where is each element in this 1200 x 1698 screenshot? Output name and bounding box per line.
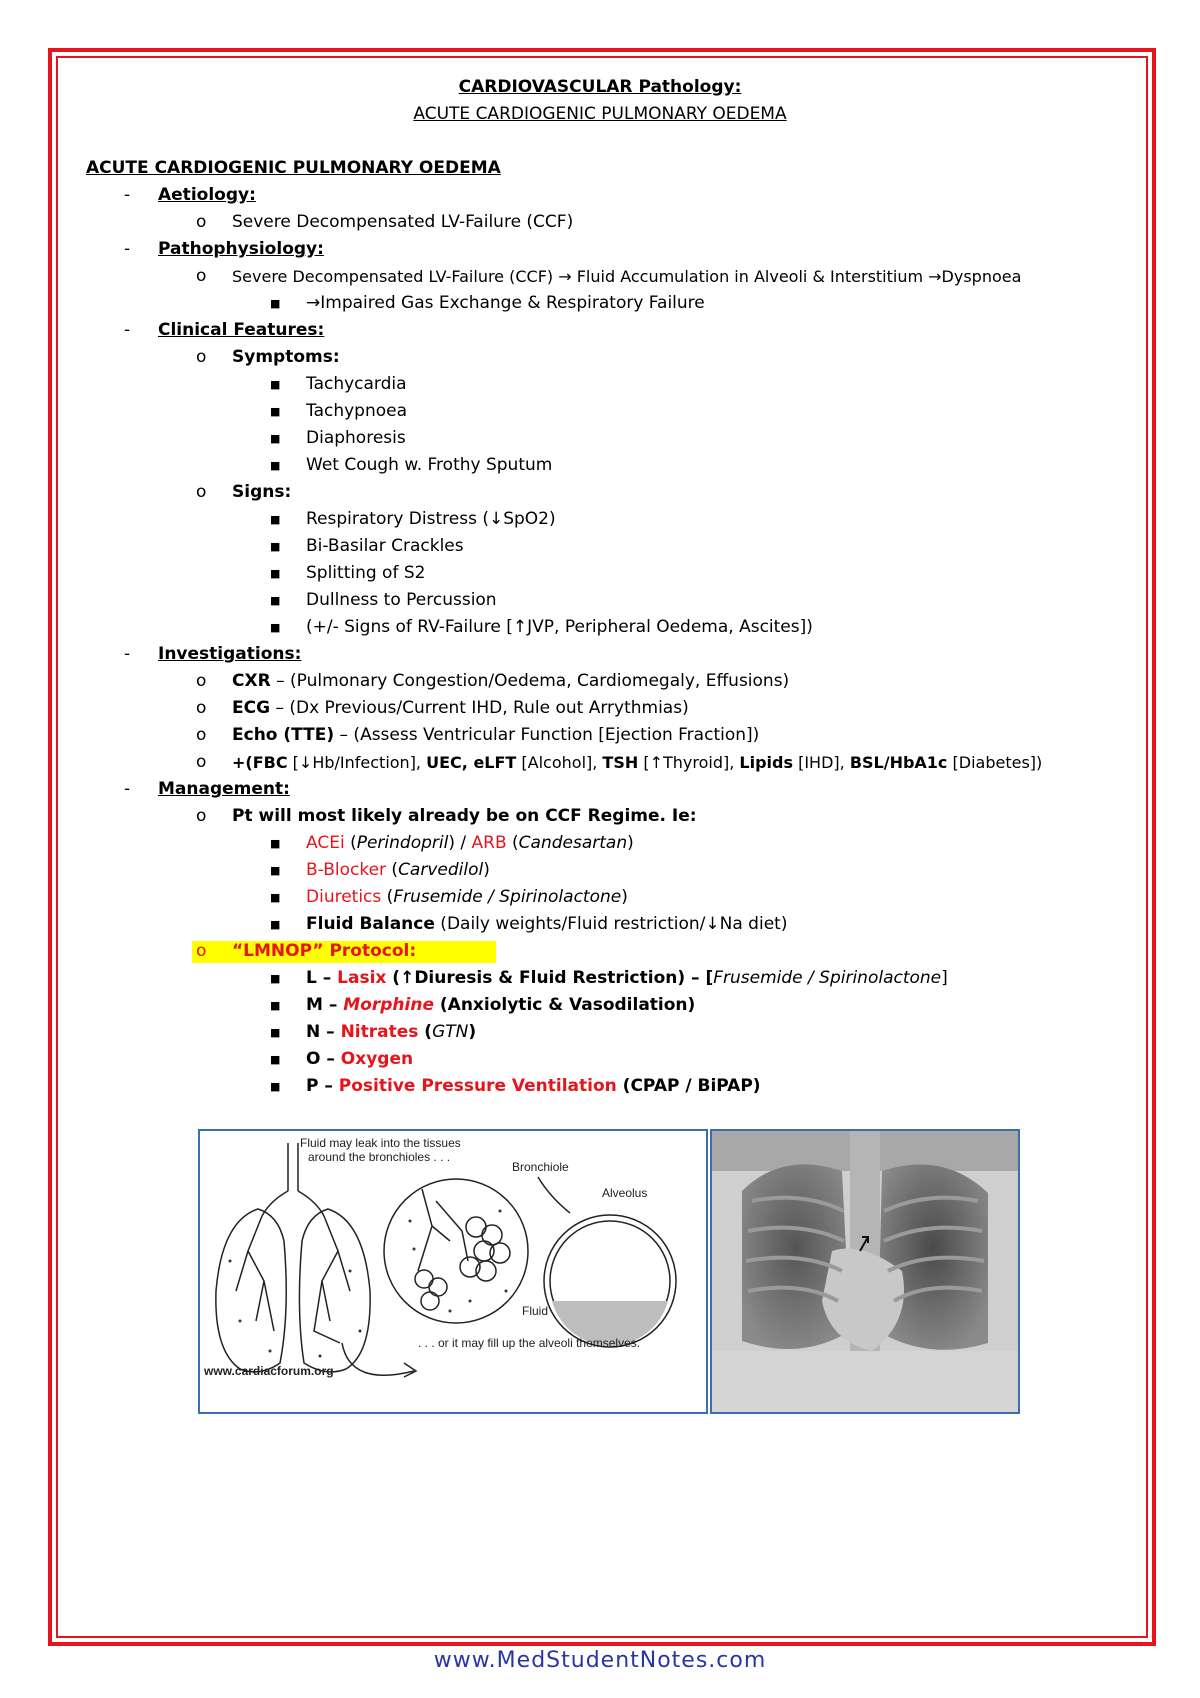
dash-bullet: - bbox=[124, 779, 131, 799]
list-item: o Severe Decompensated LV-Failure (CCF) bbox=[86, 209, 1146, 236]
lung-diagram-illustration bbox=[200, 1131, 706, 1412]
circle-bullet: o bbox=[196, 752, 207, 772]
circle-bullet: o bbox=[196, 482, 207, 502]
title-line-1: CARDIOVASCULAR Pathology: bbox=[458, 77, 742, 97]
list-item: ■ O – Oxygen bbox=[86, 1046, 1146, 1073]
list-item: o ECG – (Dx Previous/Current IHD, Rule out Arrythmias) bbox=[86, 695, 1146, 722]
square-bullet: ■ bbox=[270, 1080, 281, 1093]
square-bullet: ■ bbox=[270, 540, 281, 553]
management-label: Management: bbox=[158, 779, 290, 799]
label-fluid: Fluid bbox=[522, 1304, 549, 1318]
circle-bullet: o bbox=[196, 671, 207, 691]
dash-bullet: - bbox=[124, 239, 131, 259]
section-heading: ACUTE CARDIOGENIC PULMONARY OEDEMA bbox=[86, 158, 501, 178]
square-bullet: ■ bbox=[270, 972, 281, 985]
circle-bullet: o bbox=[196, 698, 207, 718]
square-bullet: ■ bbox=[270, 1026, 281, 1039]
square-bullet: ■ bbox=[270, 513, 281, 526]
list-item: ■ Respiratory Distress (↓SpO2) bbox=[86, 506, 1146, 533]
square-bullet: ■ bbox=[270, 432, 281, 445]
list-item: ■ M – Morphine (Anxiolytic & Vasodilation) bbox=[86, 992, 1146, 1019]
square-bullet: ■ bbox=[270, 837, 281, 850]
caption-top-2: around the bronchioles . . . bbox=[308, 1150, 451, 1164]
list-item: ■ N – Nitrates (GTN) bbox=[86, 1019, 1146, 1046]
square-bullet: ■ bbox=[270, 594, 281, 607]
signs-label: Signs: bbox=[232, 482, 292, 502]
figures bbox=[198, 1129, 1020, 1414]
list-item: o CXR – (Pulmonary Congestion/Oedema, Cardiomegaly, Effusions) bbox=[86, 668, 1146, 695]
clinical-features-row bbox=[86, 317, 1146, 344]
circle-bullet: o bbox=[196, 347, 207, 367]
list-item: ■ Splitting of S2 bbox=[86, 560, 1146, 587]
section-heading-row bbox=[86, 155, 1146, 182]
square-bullet: ■ bbox=[270, 405, 281, 418]
figure-source: www.cardiacforum.org bbox=[204, 1364, 334, 1378]
list-item: ■ ACEi (Perindopril) / ARB (Candesartan) bbox=[86, 830, 1146, 857]
list-item: ■ Tachypnoea bbox=[86, 398, 1146, 425]
square-bullet: ■ bbox=[270, 999, 281, 1012]
caption-top-1: Fluid may leak into the tissues bbox=[300, 1136, 461, 1150]
square-bullet: ■ bbox=[270, 567, 281, 580]
list-item: ■ (+/- Signs of RV-Failure [↑JVP, Peripheral Oedema, Ascites]) bbox=[86, 614, 1146, 641]
dash-bullet: - bbox=[124, 644, 131, 664]
list-item: ■ Diaphoresis bbox=[86, 425, 1146, 452]
label-alveolus: Alveolus bbox=[602, 1186, 648, 1200]
list-item: ■ Bi-Basilar Crackles bbox=[86, 533, 1146, 560]
circle-bullet: o bbox=[196, 266, 207, 286]
list-item: ■ P – Positive Pressure Ventilation (CPAP / BiPAP) bbox=[86, 1073, 1146, 1100]
ccf-regime-row: o Pt will most likely already be on CCF Regime. Ie: bbox=[86, 803, 1146, 830]
clinical-features-label: Clinical Features: bbox=[158, 320, 325, 340]
aetiology-label: Aetiology: bbox=[158, 185, 256, 205]
square-bullet: ■ bbox=[270, 891, 281, 904]
list-item: o +(FBC [↓Hb/Infection], UEC, eLFT [Alcohol], TSH [↑Thyroid], Lipids [IHD], BSL/HbA1c [Diabetes]) bbox=[86, 749, 1146, 776]
management-row bbox=[86, 776, 1146, 803]
square-bullet: ■ bbox=[270, 621, 281, 634]
list-item: ■ Tachycardia bbox=[86, 371, 1146, 398]
footer-link[interactable]: www.MedStudentNotes.com bbox=[433, 1648, 767, 1673]
lmnop-label: “LMNOP” Protocol: bbox=[232, 941, 417, 961]
signs-row bbox=[86, 479, 1146, 506]
list-item: ■ Dullness to Percussion bbox=[86, 587, 1146, 614]
investigations-row bbox=[86, 641, 1146, 668]
dash-bullet: - bbox=[124, 185, 131, 205]
square-bullet: ■ bbox=[270, 378, 281, 391]
square-bullet: ■ bbox=[270, 918, 281, 931]
chest-xray-image bbox=[712, 1131, 1018, 1412]
chest-xray bbox=[710, 1129, 1020, 1414]
label-bronchiole: Bronchiole bbox=[512, 1160, 569, 1174]
aetiology-row bbox=[86, 182, 1146, 209]
square-bullet: ■ bbox=[270, 459, 281, 472]
investigations-label: Investigations: bbox=[158, 644, 302, 664]
square-bullet: ■ bbox=[270, 1053, 281, 1066]
caption-bottom: . . . or it may fill up the alveoli themselves. bbox=[418, 1336, 641, 1350]
circle-bullet: o bbox=[196, 806, 207, 826]
list-item: ■ →Impaired Gas Exchange & Respiratory Failure bbox=[86, 290, 1146, 317]
list-item: o Severe Decompensated LV-Failure (CCF) → Fluid Accumulation in Alveoli & Interstitium →Dyspnoea bbox=[86, 263, 1146, 290]
square-bullet: ■ bbox=[270, 297, 281, 310]
notes-body bbox=[86, 155, 1146, 1100]
lung-diagram bbox=[198, 1129, 708, 1414]
list-item: ■ Diuretics (Frusemide / Spirinolactone) bbox=[86, 884, 1146, 911]
list-item: ■ L – Lasix (↑Diuresis & Fluid Restriction) – [Frusemide / Spirinolactone] bbox=[86, 965, 1146, 992]
dash-bullet: - bbox=[124, 320, 131, 340]
pathophysiology-row bbox=[86, 236, 1146, 263]
list-item: ■ Fluid Balance (Daily weights/Fluid restriction/↓Na diet) bbox=[86, 911, 1146, 938]
list-item: ■ B-Blocker (Carvedilol) bbox=[86, 857, 1146, 884]
circle-bullet: o bbox=[196, 212, 207, 232]
symptoms-row bbox=[86, 344, 1146, 371]
symptoms-label: Symptoms: bbox=[232, 347, 340, 367]
list-item: o Echo (TTE) – (Assess Ventricular Function [Ejection Fraction]) bbox=[86, 722, 1146, 749]
circle-bullet: o bbox=[196, 725, 207, 745]
circle-bullet: o bbox=[196, 941, 207, 961]
list-item: ■ Wet Cough w. Frothy Sputum bbox=[86, 452, 1146, 479]
pathophysiology-label: Pathophysiology: bbox=[158, 239, 324, 259]
square-bullet: ■ bbox=[270, 864, 281, 877]
title-line-2: ACUTE CARDIOGENIC PULMONARY OEDEMA bbox=[413, 104, 787, 124]
lmnop-row bbox=[86, 938, 1146, 965]
page-title bbox=[0, 74, 1200, 128]
